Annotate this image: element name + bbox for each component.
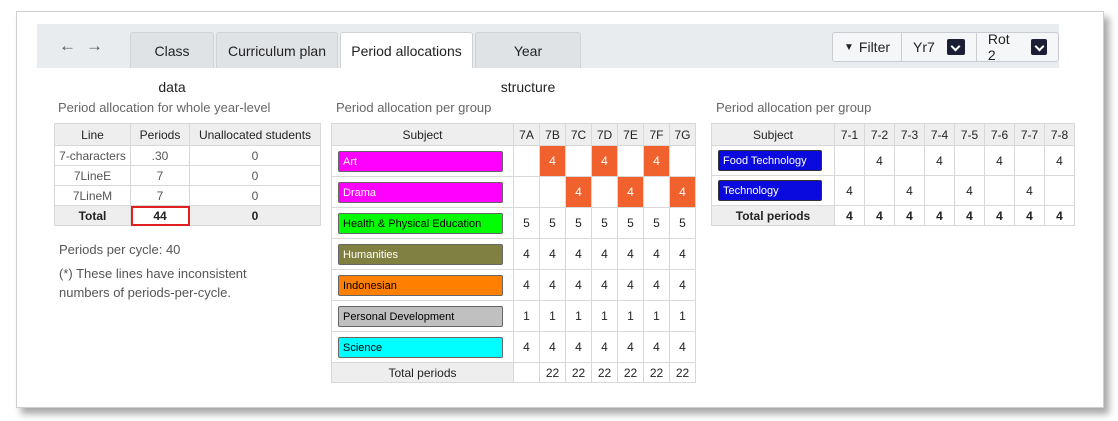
subject-pill[interactable]: Technology [718,180,822,201]
subject-cell [332,332,514,363]
period-cell[interactable]: 4 [1015,176,1045,206]
period-cell[interactable]: 5 [592,208,618,239]
subject-cell [712,176,835,206]
table-row [332,270,696,301]
period-cell[interactable]: 4 [566,270,592,301]
subject-pill[interactable]: Personal Development [338,306,503,327]
period-cell[interactable]: 4 [514,270,540,301]
col-header-group: 7-1 [835,124,865,146]
period-cell[interactable]: 1 [592,301,618,332]
period-cell[interactable]: 4 [514,332,540,363]
period-cell[interactable]: 4 [670,270,696,301]
periods-per-cycle [59,240,180,259]
period-cell[interactable]: 5 [644,208,670,239]
period-cell[interactable]: 1 [618,301,644,332]
back-arrow-icon[interactable]: ← [59,36,76,55]
period-cell[interactable] [955,146,985,176]
period-cell[interactable]: 4 [618,270,644,301]
tab-period-allocations[interactable]: Period allocations [340,32,473,68]
period-cell[interactable]: 4 [540,239,566,270]
period-cell[interactable]: 4 [592,332,618,363]
subject-cell [332,239,514,270]
period-cell[interactable]: 4 [566,239,592,270]
note-line: numbers of periods-per-cycle. [59,285,231,300]
subject-pill[interactable]: Science [338,337,503,358]
col-header-group: 7G [670,124,696,146]
periods-cell: 7 [131,186,190,206]
unallocated-cell: 0 [190,146,321,166]
note-line: (*) These lines have inconsistent [59,266,247,281]
nav-arrows [59,38,103,54]
period-cell[interactable]: 4 [644,270,670,301]
period-cell[interactable]: 4 [592,146,618,177]
tab-curriculum-plan[interactable]: Curriculum plan [216,32,338,68]
forward-arrow-icon[interactable]: → [86,36,103,55]
col-header-group: 7-5 [955,124,985,146]
line-cell: 7LineE [55,166,131,186]
filter-group [832,32,1059,62]
group-a-table [331,123,696,383]
total-cell: 4 [1045,206,1075,226]
total-cell: 22 [618,363,644,383]
period-cell[interactable]: 5 [566,208,592,239]
period-cell[interactable] [1045,176,1075,206]
period-cell[interactable]: 4 [540,332,566,363]
group-b-title: Period allocation per group [716,100,872,115]
period-cell[interactable] [514,177,540,208]
chevron-down-icon[interactable] [1031,39,1048,55]
period-cell[interactable]: 1 [670,301,696,332]
total-unallocated: 0 [190,206,321,226]
col-header-group: 7-3 [895,124,925,146]
total-label: Total periods [332,363,514,383]
filter-label: Filter [858,39,891,55]
col-header-group: 7A [514,124,540,146]
period-cell[interactable]: 4 [644,146,670,177]
period-cell[interactable]: 4 [670,239,696,270]
table-row [332,177,696,208]
period-cell[interactable]: 1 [566,301,592,332]
total-label: Total periods [712,206,835,226]
col-header-group: 7B [540,124,566,146]
period-cell[interactable] [644,177,670,208]
period-cell[interactable]: 4 [925,146,955,176]
total-cell: 4 [955,206,985,226]
period-cell[interactable]: 4 [670,332,696,363]
period-cell[interactable]: 4 [540,146,566,177]
year-select[interactable] [902,33,977,61]
total-cell: 4 [865,206,895,226]
total-periods-highlighted: 44 [131,206,190,226]
col-header-group: 7-7 [1015,124,1045,146]
filter-button[interactable] [833,33,902,61]
subject-pill[interactable]: Drama [338,182,503,203]
col-header-group: 7C [566,124,592,146]
period-cell[interactable]: 5 [540,208,566,239]
period-cell[interactable] [670,146,696,177]
subject-cell [332,301,514,332]
period-cell[interactable]: 4 [514,239,540,270]
period-cell[interactable]: 4 [566,332,592,363]
period-cell[interactable]: 4 [592,239,618,270]
subject-cell [712,146,835,176]
subject-pill[interactable]: Indonesian [338,275,503,296]
rotation-select[interactable] [977,33,1058,61]
period-cell[interactable]: 5 [618,208,644,239]
year-value: Yr7 [913,39,935,55]
group-b-table [711,123,1075,226]
total-label: Total [55,206,131,226]
col-header-group: 7D [592,124,618,146]
unallocated-cell: 0 [190,166,321,186]
total-cell: 22 [566,363,592,383]
period-cell[interactable]: 4 [955,176,985,206]
period-cell[interactable] [1015,146,1045,176]
period-cell[interactable]: 4 [618,332,644,363]
total-cell: 22 [540,363,566,383]
year-level-table [54,123,321,226]
subject-cell [332,270,514,301]
table-row [332,301,696,332]
subject-pill[interactable]: Humanities [338,244,503,265]
period-cell[interactable] [985,176,1015,206]
col-header-group: 7-6 [985,124,1015,146]
period-cell[interactable] [895,146,925,176]
total-cell: 22 [644,363,670,383]
col-header-group: 7-8 [1045,124,1075,146]
col-header-group: 7-4 [925,124,955,146]
periods-per-cycle-label: Periods per cycle: [59,242,163,257]
table-row [55,186,321,206]
period-cell[interactable]: 5 [670,208,696,239]
total-cell: 22 [670,363,696,383]
table-row [332,332,696,363]
period-cell[interactable]: 4 [644,332,670,363]
total-cell: 22 [592,363,618,383]
period-cell[interactable] [540,177,566,208]
subject-cell [332,146,514,177]
subject-pill[interactable]: Food Technology [718,150,822,171]
col-header-line: Line [55,124,131,146]
group-a-title: Period allocation per group [336,100,492,115]
periods-per-cycle-value: 40 [165,242,181,257]
period-cell[interactable]: 4 [985,146,1015,176]
period-cell[interactable]: 4 [618,239,644,270]
table-row [332,208,696,239]
col-header-group: 7E [618,124,644,146]
total-cell: 18 [514,363,540,383]
table-row [712,176,1075,206]
year-level-title: Period allocation for whole year-level [58,100,271,115]
chevron-down-icon[interactable] [947,39,965,55]
period-cell[interactable] [592,177,618,208]
total-row [55,206,321,226]
period-cell[interactable]: 4 [895,176,925,206]
period-cell[interactable]: 4 [566,177,592,208]
col-header-subject: Subject [332,124,514,146]
col-header-group: 7-2 [865,124,895,146]
inconsistent-note [59,264,247,302]
periods-cell: .30 [131,146,190,166]
period-cell[interactable]: 4 [670,177,696,208]
total-cell: 4 [835,206,865,226]
total-cell: 4 [985,206,1015,226]
rotation-value: Rot 2 [987,31,1010,63]
period-cell[interactable]: 5 [514,208,540,239]
period-cell[interactable]: 1 [514,301,540,332]
tab-year-structure[interactable]: Year structure [475,32,581,68]
line-cell: 7-characters [55,146,131,166]
line-cell: 7LineM [55,186,131,206]
period-cell[interactable]: 4 [592,270,618,301]
table-row [332,239,696,270]
period-cell[interactable]: 4 [618,177,644,208]
period-cell[interactable]: 1 [644,301,670,332]
total-cell: 4 [925,206,955,226]
col-header-subject: Subject [712,124,835,146]
col-header-unallocated: Unallocated students [190,124,321,146]
subject-cell [332,177,514,208]
tab-class-data[interactable]: Class data [130,32,214,68]
subject-pill[interactable]: Art [338,151,503,172]
total-row [712,206,1075,226]
total-row [332,363,696,383]
period-cell[interactable] [514,146,540,177]
col-header-group: 7F [644,124,670,146]
period-cell[interactable]: 4 [865,146,895,176]
period-cell[interactable]: 1 [540,301,566,332]
period-cell[interactable] [566,146,592,177]
periods-cell: 7 [131,166,190,186]
table-row [55,146,321,166]
period-cell[interactable] [835,146,865,176]
period-cell[interactable] [865,176,895,206]
top-toolbar [37,24,1059,95]
total-cell: 4 [895,206,925,226]
unallocated-cell: 0 [190,186,321,206]
period-cell[interactable] [618,146,644,177]
col-header-periods: Periods [131,124,190,146]
table-row [712,146,1075,176]
total-cell: 4 [1015,206,1045,226]
period-cell[interactable]: 4 [835,176,865,206]
table-row [55,166,321,186]
period-cell[interactable] [925,176,955,206]
subject-pill[interactable]: Health & Physical Education [338,213,503,234]
period-cell[interactable]: 4 [1045,146,1075,176]
funnel-icon: ▼ [844,41,854,53]
period-cell[interactable]: 4 [540,270,566,301]
table-row [332,146,696,177]
subject-cell [332,208,514,239]
period-cell[interactable]: 4 [644,239,670,270]
